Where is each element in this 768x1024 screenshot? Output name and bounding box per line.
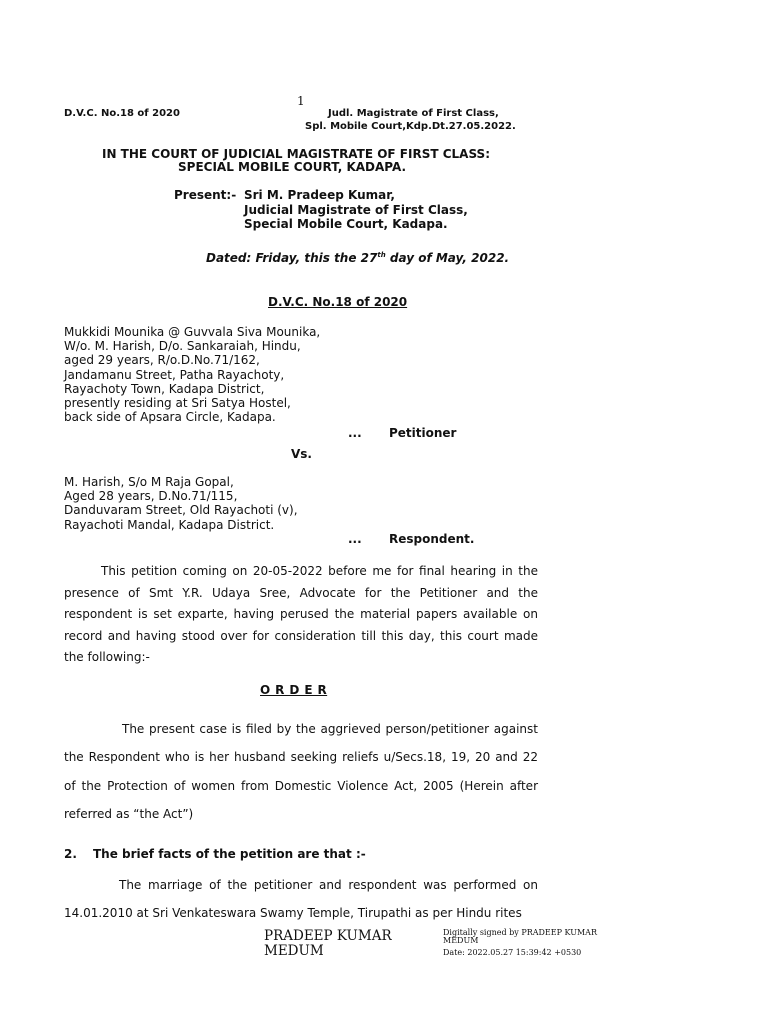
petitioner-address-line: Rayachoty Town, Kadapa District, — [64, 381, 265, 396]
section-2-number: 2. — [64, 847, 77, 861]
header-court-line-2: Spl. Mobile Court,Kdp.Dt.27.05.2022. — [305, 121, 516, 132]
present-label: Present:- — [174, 188, 237, 202]
court-title-line-1: IN THE COURT OF JUDICIAL MAGISTRATE OF FIRST CLASS: — [102, 147, 490, 161]
respondent-address-line: Rayachoti Mandal, Kadapa District. — [64, 517, 275, 532]
digital-signature-date: Date: 2022.05.27 15:39:42 +0530 — [443, 948, 582, 957]
dated-line — [206, 251, 509, 265]
dated-prefix: Dated: Friday, this the 27 — [206, 251, 378, 265]
signature-name — [264, 929, 392, 959]
respondent-role: Respondent. — [389, 532, 475, 546]
petitioner-address-line: presently residing at Sri Satya Hostel, — [64, 396, 291, 411]
order-paragraph: The present case is filed by the aggrieved person/petitioner against the Respondent who is her husband seeking reliefs u/Secs.18, 19, 20 and 22 of the Protection of women from Domestic Violence Act, 2005 (Herein after referred as “the Act”) — [64, 722, 538, 822]
petitioner-address-line: Mukkidi Mounika @ Guvvala Siva Mounika, — [64, 325, 321, 339]
respondent-address — [64, 475, 298, 532]
signature-name-line-1: PRADEEP KUMAR — [264, 928, 392, 944]
header-case-number: D.V.C. No.18 of 2020 — [64, 108, 180, 119]
respondent-dots: ... — [348, 532, 362, 546]
digital-signature-line-2: MEDUM — [443, 936, 479, 945]
respondent-address-line: Danduvaram Street, Old Rayachoti (v), — [64, 503, 298, 518]
petitioner-address-line: back side of Apsara Circle, Kadapa. — [64, 410, 276, 425]
intro-paragraph: This petition coming on 20-05-2022 before me for final hearing in the presence of Smt Y.R. Udaya Sree, Advocate for the Petitioner and the respondent is set exparte, having perused the material papers available on record and having stood over for consideration till this day, this court made the following:- — [64, 564, 538, 665]
dated-suffix: day of May, 2022. — [385, 251, 510, 265]
petitioner-address-line: aged 29 years, R/o.D.No.71/162, — [64, 353, 260, 368]
respondent-address-line: M. Harish, S/o M Raja Gopal, — [64, 475, 234, 489]
case-heading: D.V.C. No.18 of 2020 — [268, 295, 408, 309]
present-court: Special Mobile Court, Kadapa. — [244, 217, 448, 231]
court-title-line-2: SPECIAL MOBILE COURT, KADAPA. — [178, 160, 407, 174]
petitioner-address-line: Jandamanu Street, Patha Rayachoty, — [64, 367, 285, 382]
signature-name-line-2: MEDUM — [264, 943, 324, 959]
digital-signature-line-1: Digitally signed by PRADEEP KUMAR — [443, 928, 597, 937]
dated-superscript: th — [377, 251, 386, 259]
present-designation: Judicial Magistrate of First Class, — [244, 203, 468, 217]
petitioner-role: Petitioner — [389, 426, 457, 440]
petitioner-dots: ... — [348, 426, 362, 440]
page-number: 1 — [297, 94, 305, 108]
petitioner-address-line: W/o. M. Harish, D/o. Sankaraiah, Hindu, — [64, 339, 301, 354]
order-heading: O R D E R — [260, 683, 328, 697]
present-judge-name: Sri M. Pradeep Kumar, — [244, 188, 395, 202]
facts-paragraph: The marriage of the petitioner and respondent was performed on 14.01.2010 at Sri Venkateswara Swamy Temple, Tirupathi as per Hindu rites — [64, 878, 538, 921]
petitioner-address — [64, 325, 320, 424]
header-court-line-1: Judl. Magistrate of First Class, — [328, 108, 499, 119]
versus-label: Vs. — [291, 447, 312, 461]
section-2-heading: The brief facts of the petition are that :- — [93, 847, 366, 861]
respondent-address-line: Aged 28 years, D.No.71/115, — [64, 489, 238, 504]
